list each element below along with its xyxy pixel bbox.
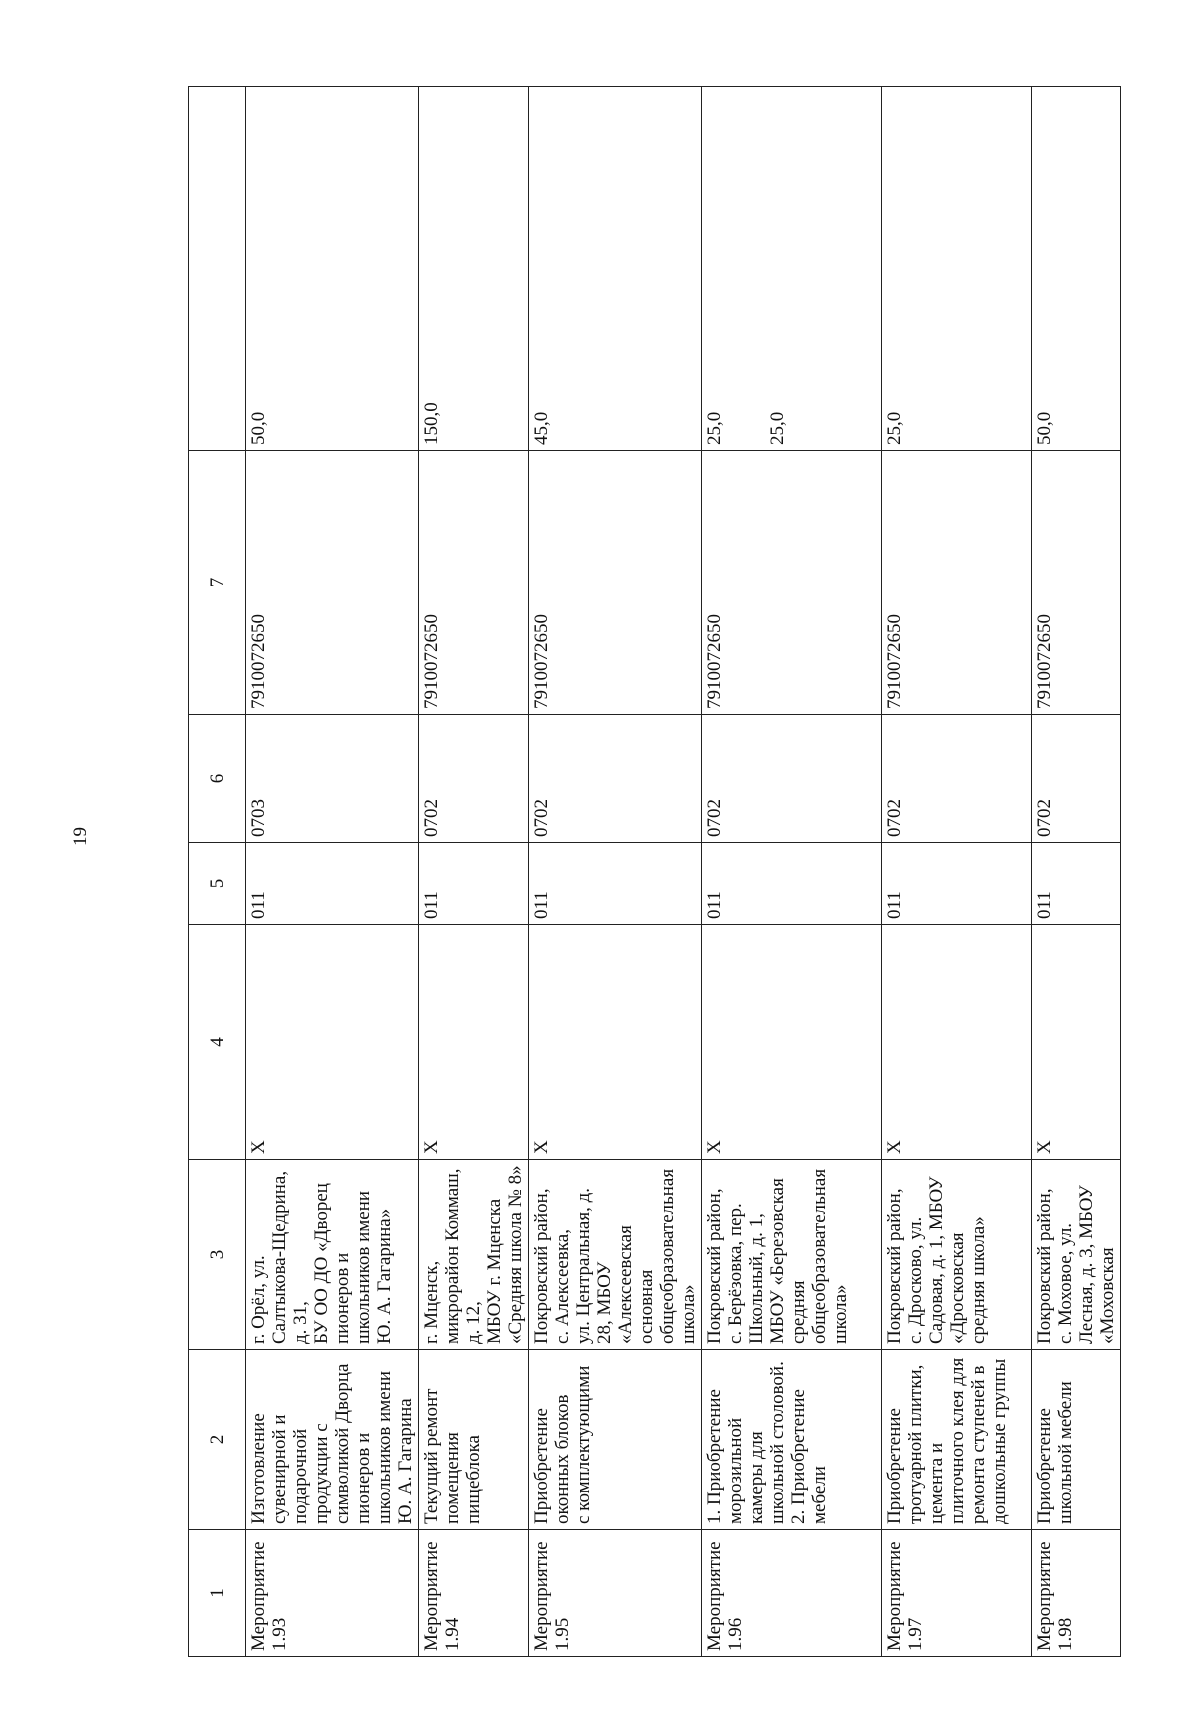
measure-number: Мероприятие 1.98 [1032,1530,1121,1657]
measure-mark: Х [529,925,702,1160]
page-number: 19 [70,827,91,846]
measure-number: Мероприятие 1.95 [529,1530,702,1657]
measure-code-5: 0702 [1032,715,1121,843]
measure-code-6: 7910072650 [702,451,882,715]
measure-address: г. Мценск, микрорайон Коммаш, д. 12, МБОУ г. Мценска «Средняя школа № 8» [419,1160,529,1350]
measure-mark: Х [1032,925,1121,1160]
table-row [419,87,529,1657]
measure-amount: 25,0 [882,87,1032,451]
table-row [1032,87,1121,1657]
measures-table [188,86,1121,1657]
measure-mark: Х [882,925,1032,1160]
measure-amount: 50,0 [246,87,419,451]
header-cell-7: 7 [189,451,246,715]
header-cell-2: 2 [189,1350,246,1530]
measure-address: Покровский район, с. Алексеевка, ул. Центральная, д. 28, МБОУ «Алексеевская основная общеобразовательная школа» [529,1160,702,1350]
header-cell-3: 3 [189,1160,246,1350]
measure-mark: Х [246,925,419,1160]
measure-description: Приобретение тротуарной плитки, цемента и плиточного клея для ремонта ступеней в дошкольные группы [882,1350,1032,1530]
measure-mark: Х [702,925,882,1160]
measure-code-4: 011 [529,843,702,925]
measure-code-4: 011 [419,843,529,925]
measure-number: Мероприятие 1.93 [246,1530,419,1657]
header-cell-5: 5 [189,843,246,925]
measure-description: Текущий ремонт помещения пищеблока [419,1350,529,1530]
measure-number: Мероприятие 1.97 [882,1530,1032,1657]
measure-code-5: 0702 [419,715,529,843]
table-row [529,87,702,1657]
measure-code-6: 7910072650 [246,451,419,715]
rotated-table-container [188,87,1118,1657]
measure-amount [702,87,882,451]
measure-amount-1: 25,0 [704,411,725,445]
measure-address: Покровский район, с. Берёзовка, пер. Школьный, д. 1, МБОУ «Березовская средняя общеобразовательная школа» [702,1160,882,1350]
table-row [246,87,419,1657]
measure-mark: Х [419,925,529,1160]
measure-amount: 45,0 [529,87,702,451]
header-cell-8 [189,87,246,451]
measure-address: Покровский район, с. Моховое, ул. Лесная, д. 3, МБОУ «Моховская [1032,1160,1121,1350]
measure-code-4: 011 [1032,843,1121,925]
measure-description: 1. Приобретение морозильной камеры для школьной столовой. 2. Приобретение мебели [702,1350,882,1530]
measure-code-6: 7910072650 [882,451,1032,715]
measure-number: Мероприятие 1.94 [419,1530,529,1657]
measure-code-6: 7910072650 [419,451,529,715]
measure-address: г. Орёл, ул. Салтыкова-Щедрина, д. 31, БУ ОО ДО «Дворец пионеров и школьников имени Ю. А. Гагарина» [246,1160,419,1350]
measure-code-5: 0702 [702,715,882,843]
measure-code-4: 011 [246,843,419,925]
measure-amount: 50,0 [1032,87,1121,451]
measure-code-6: 7910072650 [529,451,702,715]
measure-code-4: 011 [882,843,1032,925]
measure-number: Мероприятие 1.96 [702,1530,882,1657]
measure-code-5: 0702 [529,715,702,843]
measure-code-5: 0702 [882,715,1032,843]
header-cell-1: 1 [189,1530,246,1657]
measure-code-4: 011 [702,843,882,925]
measure-code-6: 7910072650 [1032,451,1121,715]
table-row [702,87,882,1657]
measure-address: Покровский район, с. Дросково, ул. Садовая, д. 1, МБОУ «Дросковская средняя школа» [882,1160,1032,1350]
measure-description: Приобретение школьной мебели [1032,1350,1121,1530]
table-row [882,87,1032,1657]
header-row [189,87,246,1657]
measure-amount: 150,0 [419,87,529,451]
measure-description: Приобретение оконных блоков с комплектующими [529,1350,702,1530]
measure-code-5: 0703 [246,715,419,843]
measure-amount-2: 25,0 [767,411,788,445]
measure-description: Изготовление сувенирной и подарочной продукции с символикой Дворца пионеров и школьников имени Ю. А. Гагарина [246,1350,419,1530]
header-cell-4: 4 [189,925,246,1160]
header-cell-6: 6 [189,715,246,843]
